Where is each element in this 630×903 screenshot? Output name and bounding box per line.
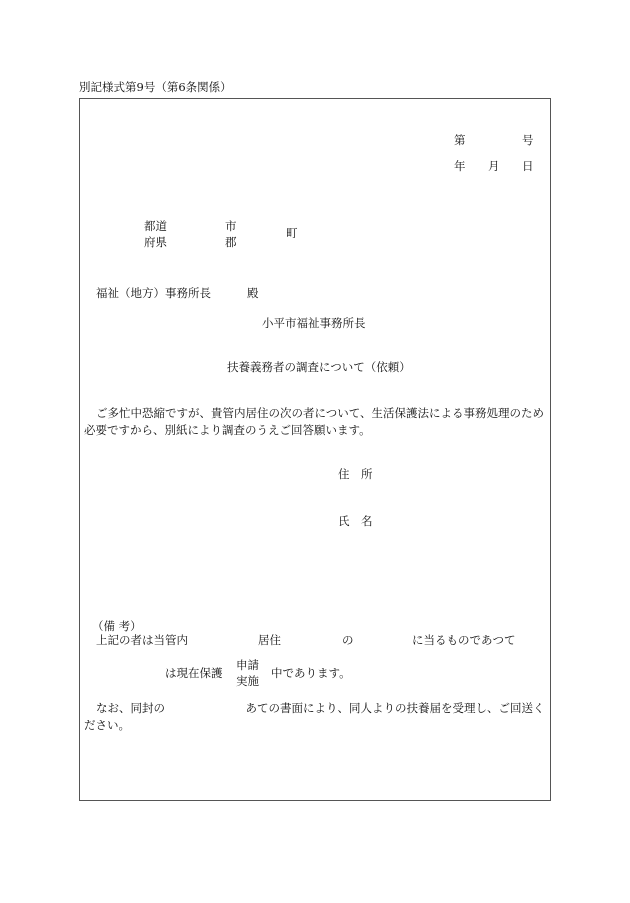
doc-number-dai: 第 bbox=[454, 133, 466, 147]
sender: 小平市福祉事務所長 bbox=[262, 316, 366, 330]
remarks-shinsei: 申請 bbox=[236, 658, 259, 672]
address-shi: 市 bbox=[225, 219, 237, 233]
date-day: 日 bbox=[522, 159, 534, 173]
body-text: ご多忙中恐縮ですが、貴管内居住の次の者について、生活保護法による事務処理のため必要ですから、別紙により調査のうえご回答願います。 bbox=[84, 406, 545, 437]
date-year: 年 bbox=[454, 159, 466, 173]
remarks-line1-c: の bbox=[342, 633, 354, 647]
remarks-line2-a: は現在保護 bbox=[165, 666, 223, 680]
recipient-title: 福祉（地方）事務所長 bbox=[96, 286, 211, 300]
remarks-note: なお、同封の あての書面により、同人よりの扶養届を受理し、ご回送ください。 bbox=[84, 701, 545, 732]
remarks-line1-d: に当るものであつて bbox=[412, 633, 516, 647]
address-label: 住 所 bbox=[338, 467, 373, 481]
name-label: 氏 名 bbox=[338, 514, 373, 528]
remarks-jisshi: 実施 bbox=[236, 674, 259, 688]
doc-number-go: 号 bbox=[522, 133, 534, 147]
remarks-line1-a: 上記の者は当管内 bbox=[96, 633, 188, 647]
address-todo: 都道 bbox=[144, 219, 167, 233]
subject: 扶養義務者の調査について（依頼） bbox=[227, 360, 411, 374]
remarks-line2-b: 中であります。 bbox=[271, 666, 351, 680]
form-label: 別記様式第9号（第6条関係） bbox=[79, 80, 232, 94]
address-gun: 郡 bbox=[225, 235, 237, 249]
remarks-line1-b: 居住 bbox=[258, 633, 281, 647]
recipient-honorific: 殿 bbox=[247, 286, 259, 300]
address-fuken: 府県 bbox=[144, 235, 167, 249]
date-month: 月 bbox=[488, 159, 500, 173]
document-frame bbox=[79, 98, 551, 801]
remarks-heading: （備 考） bbox=[92, 619, 142, 633]
address-machi: 町 bbox=[286, 226, 298, 240]
